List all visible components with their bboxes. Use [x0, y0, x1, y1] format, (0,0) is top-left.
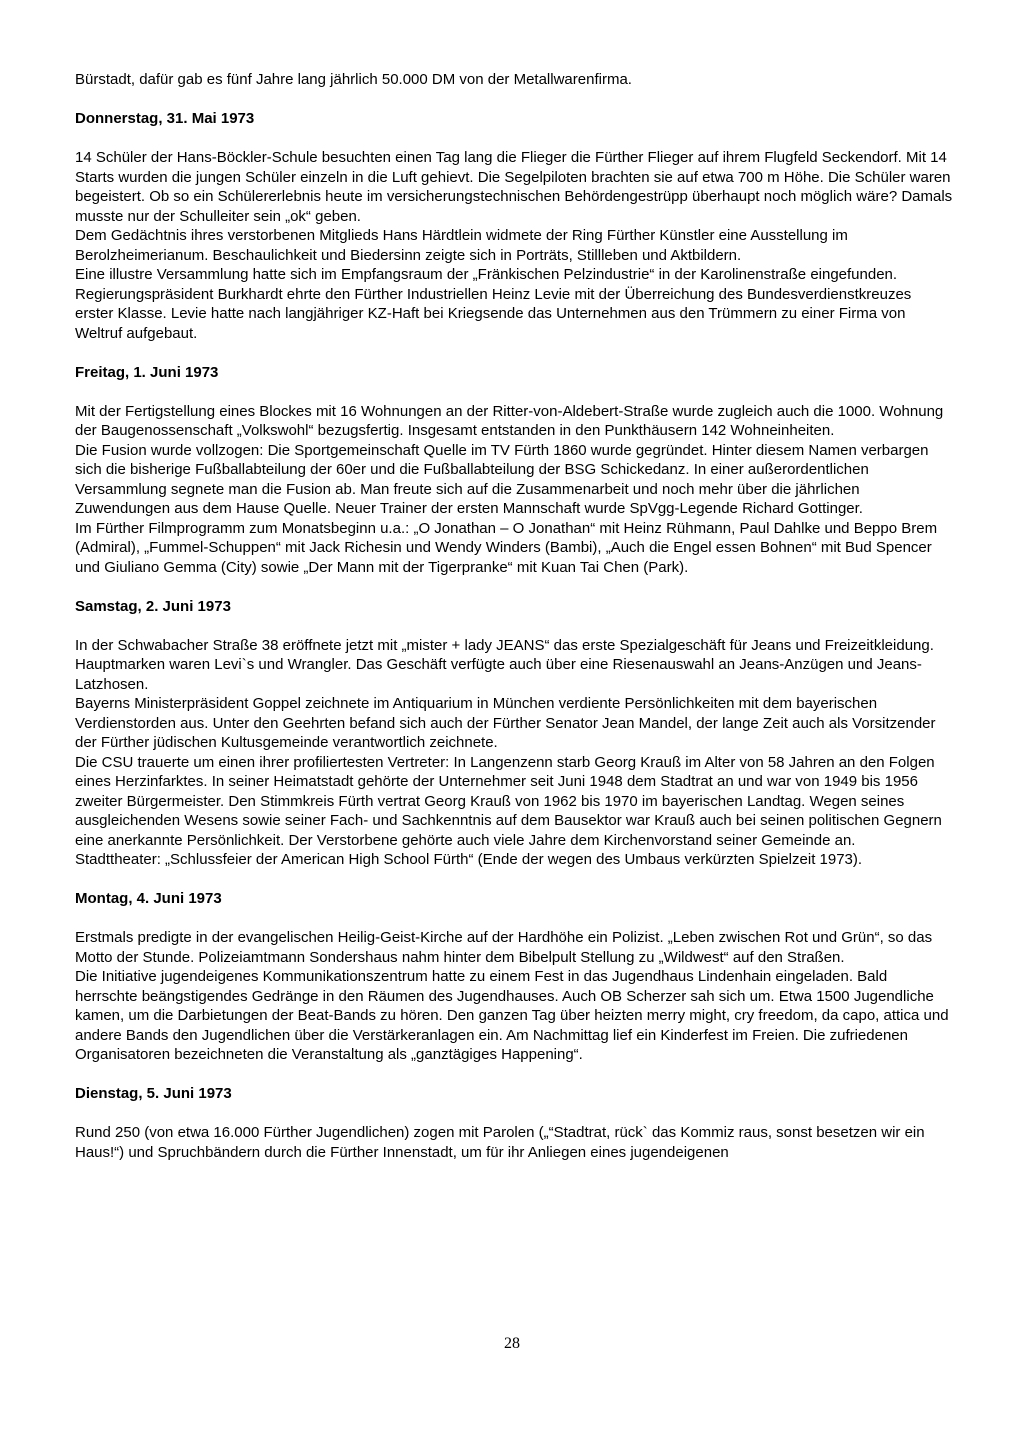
sections-container [75, 109, 953, 1162]
section-paragraph: Stadttheater: „Schlussfeier der American High School Fürth“ (Ende der wegen des Umbaus verkürzten Spielzeit 1973). [75, 851, 863, 868]
section-paragraph: Im Fürther Filmprogramm zum Monatsbeginn u.a.: „O Jonathan – O Jonathan“ mit Heinz Rühmann, Paul Dahlke und Beppo Brem (Admiral), „Fummel-Schuppen“ mit Jack Richesin und Wendy Winders (Bambi), „Auch die Engel essen Bohnen“ mit Bud Spencer und Giuliano Gemma (City) sowie „Der Mann mit der Tigerpranke“ mit Kuan Tai Chen (Park). [75, 519, 938, 576]
section-paragraph: In der Schwabacher Straße 38 eröffnete jetzt mit „mister + lady JEANS“ das erste Spezialgeschäft für Jeans und Freizeitkleidung. Hauptmarken waren Levi`s und Wrangler. Das Geschäft verfügte auch über eine Riesenauswahl an Jeans-Anzügen und Jeans-Latzhosen. [75, 636, 934, 693]
page-content [75, 70, 953, 1162]
section-paragraph: Die Initiative jugendeigenes Kommunikationszentrum hatte zu einem Fest in das Jugendhaus Lindenhain eingeladen. Bald herrschte beängstigendes Gedränge in den Räumen des Jugendhauses. Auch OB Scherzer sah sich um. Etwa 1500 Jugendliche kamen, um die Darbietungen der Beat-Bands zu hören. Den ganzen Tag über heizten merry might, cry freedom, da capo, attica und andere Bands den Jugendlichen über die Verstärkeranlagen ein. Am Nachmittag lief ein Kinderfest im Freien. Die zufriedenen Organisatoren bezeichneten die Veranstaltung als „ganztägiges Happening“. [75, 968, 949, 1063]
section-paragraph: Die CSU trauerte um einen ihrer profiliertesten Vertreter: In Langenzenn starb Georg Krauß im Alter von 58 Jahren an den Folgen eines Herzinfarktes. In seiner Heimatstadt gehörte der Unternehmer seit Juni 1948 dem Stadtrat an und war von 1949 bis 1956 zweiter Bürgermeister. Den Stimmkreis Fürth vertrat Georg Krauß von 1962 bis 1970 im bayerischen Landtag. Wegen seines ausgleichenden Wesens sowie seiner Fach- und Sachkenntnis auf dem Bausektor war Krauß auch bei seinen politischen Gegnern eine anerkannte Persönlichkeit. Der Verstorbene gehörte auch viele Jahre dem Kirchenvorstand seiner Gemeinde an. [75, 753, 942, 849]
section-paragraph: 14 Schüler der Hans-Böckler-Schule besuchten einen Tag lang die Flieger die Fürther Flieger auf ihrem Flugfeld Seckendorf. Mit 14 Starts wurden die jungen Schüler einzeln in die Luft gehievt. Die Segelpiloten brachten sie auf etwa 700 m Höhe. Die Schüler waren begeistert. Ob so ein Schülererlebnis heute im versicherungstechnischen Behördengestrüpp überhaupt noch möglich wäre? Damals musste nur der Schulleiter sein „ok“ geben. [75, 149, 953, 225]
section-paragraph: Dem Gedächtnis ihres verstorbenen Mitglieds Hans Härdtlein widmete der Ring Fürther Künstler eine Ausstellung im Berolzheimerianum. Beschaulichkeit und Biedersinn zeigte sich in Porträts, Stillleben und Aktbildern. [75, 227, 848, 264]
section-heading: Samstag, 2. Juni 1973 [75, 597, 231, 615]
section-paragraph: Mit der Fertigstellung eines Blockes mit 16 Wohnungen an der Ritter-von-Aldebert-Straße wurde zugleich auch die 1000. Wohnung der Baugenossenschaft „Volkswohl“ bezugsfertig. Insgesamt entstanden in den Punkthäusern 142 Wohneinheiten. [75, 402, 944, 439]
section-heading: Freitag, 1. Juni 1973 [75, 363, 219, 381]
section-paragraph: Erstmals predigte in der evangelischen Heilig-Geist-Kirche auf der Hardhöhe ein Polizist. „Leben zwischen Rot und Grün“, so das Motto der Stunde. Polizeiamtmann Sondershaus nahm hinter dem Bibelpult Stellung zu „Wildwest“ auf den Straßen. [75, 929, 933, 966]
section-heading: Dienstag, 5. Juni 1973 [75, 1085, 232, 1102]
section-heading: Donnerstag, 31. Mai 1973 [75, 110, 255, 127]
section-paragraph: Die Fusion wurde vollzogen: Die Sportgemeinschaft Quelle im TV Fürth 1860 wurde gegründet. Hinter diesem Namen verbargen sich die bisherige Fußballabteilung der 60er und die Fußballabteilung der BSG Schickedanz. In einer außerordentlichen Versammlung segnete man die Fusion ab. Man freute sich auf die Zusammenarbeit und noch mehr über die jährlichen Zuwendungen aus dem Hause Quelle. Neuer Trainer der ersten Mannschaft wurde SpVgg-Legende Richard Gottinger. [75, 441, 929, 517]
section-paragraph: Bayerns Ministerpräsident Goppel zeichnete im Antiquarium in München verdiente Persönlichkeiten mit dem bayerischen Verdienstorden aus. Unter den Geehrten befand sich auch der Fürther Senator Jean Mandel, der lange Zeit auch als Vorsitzender der Fürther jüdischen Kultusgemeinde verantwortlich zeichnete. [75, 695, 936, 751]
section-heading: Montag, 4. Juni 1973 [75, 890, 222, 907]
section-paragraph: Eine illustre Versammlung hatte sich im Empfangsraum der „Fränkischen Pelzindustrie“ in der Karolinenstraße eingefunden. Regierungspräsident Burkhardt ehrte den Fürther Industriellen Heinz Levie mit der Überreichung des Bundesverdienstkreuzes erster Klasse. Levie hatte nach langjähriger KZ-Haft bei Kriegsende das Unternehmen aus den Trümmern zu einer Firma von Weltruf aufgebaut. [75, 266, 912, 342]
intro-paragraph: Bürstadt, dafür gab es fünf Jahre lang jährlich 50.000 DM von der Metallwarenfirma. [75, 71, 632, 88]
page-number: 28 [504, 1335, 520, 1352]
section-paragraph: Rund 250 (von etwa 16.000 Fürther Jugendlichen) zogen mit Parolen („“Stadtrat, rück` das Kommiz raus, sonst besetzen wir ein Haus!“) und Spruchbändern durch die Fürther Innenstadt, um für ihr Anliegen eines jugendeigenen [75, 1124, 925, 1161]
